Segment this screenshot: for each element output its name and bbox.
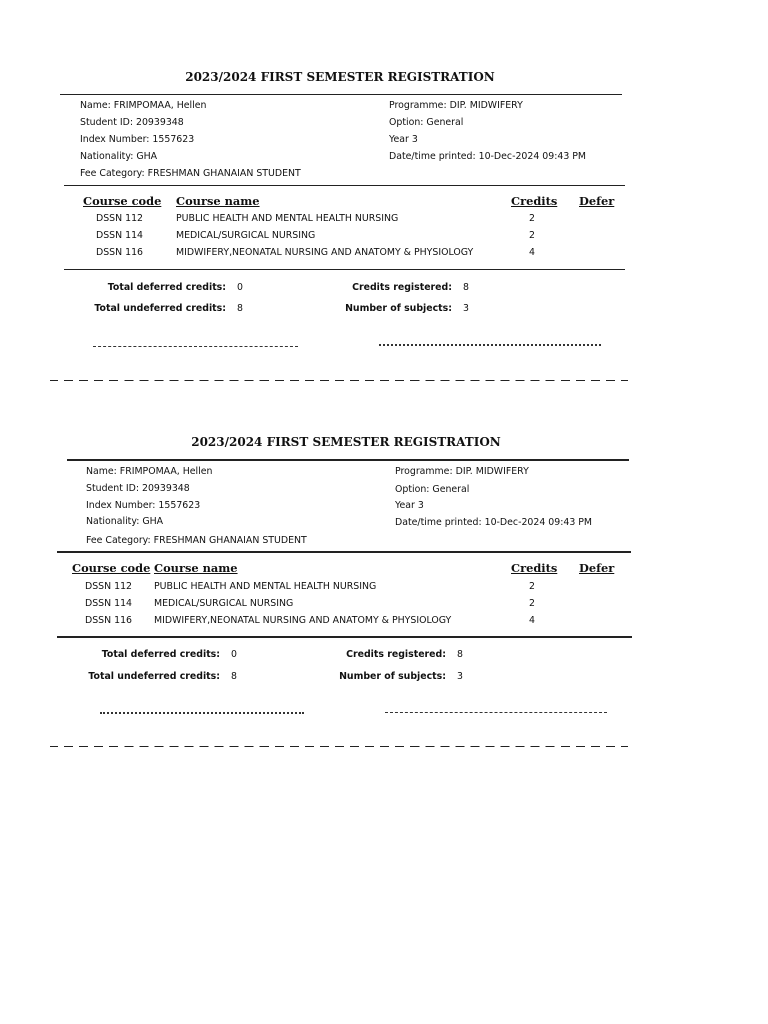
header-course-name: Course name xyxy=(176,194,260,208)
signature-line-right xyxy=(385,712,607,713)
signature-line-left xyxy=(93,346,298,347)
total-deferred-value: 0 xyxy=(237,282,243,293)
divider xyxy=(57,636,632,638)
course-code: DSSN 112 xyxy=(96,213,144,224)
slip-title: 2023/2024 FIRST SEMESTER REGISTRATION xyxy=(191,435,501,449)
course-name: PUBLIC HEALTH AND MENTAL HEALTH NURSING xyxy=(176,213,399,224)
number-of-subjects-label: Number of subjects: xyxy=(339,671,446,682)
divider xyxy=(60,94,622,95)
course-code: DSSN 116 xyxy=(85,615,133,626)
total-undeferred-value: 8 xyxy=(237,303,243,314)
course-code: DSSN 114 xyxy=(85,598,133,609)
course-credits: 2 xyxy=(529,581,535,592)
index-number: Index Number: 1557623 xyxy=(86,500,201,511)
course-name: MEDICAL/SURGICAL NURSING xyxy=(154,598,294,609)
index-number: Index Number: 1557623 xyxy=(80,134,195,145)
course-name: MIDWIFERY,NEONATAL NURSING AND ANATOMY & PHYSIOLOGY xyxy=(154,615,452,626)
date-printed: Date/time printed: 10-Dec-2024 09:43 PM xyxy=(389,151,587,162)
fee-category: Fee Category: FRESHMAN GHANAIAN STUDENT xyxy=(80,168,301,179)
slip-title: 2023/2024 FIRST SEMESTER REGISTRATION xyxy=(185,70,495,84)
number-of-subjects-value: 3 xyxy=(457,671,463,682)
total-undeferred-value: 8 xyxy=(231,671,237,682)
header-defer: Defer xyxy=(579,194,615,208)
cut-line xyxy=(50,746,628,747)
divider xyxy=(64,185,625,186)
student-name: Name: FRIMPOMAA, Hellen xyxy=(86,466,213,477)
year: Year 3 xyxy=(389,134,418,145)
option: Option: General xyxy=(389,117,464,128)
course-code: DSSN 116 xyxy=(96,247,144,258)
header-credits: Credits xyxy=(511,194,558,208)
signature-line-right xyxy=(379,344,601,346)
credits-registered-label: Credits registered: xyxy=(346,649,446,660)
divider xyxy=(67,459,629,461)
nationality: Nationality: GHA xyxy=(80,151,158,162)
total-undeferred-label: Total undeferred credits: xyxy=(94,303,226,314)
total-deferred-value: 0 xyxy=(231,649,237,660)
course-credits: 4 xyxy=(529,247,535,258)
number-of-subjects-label: Number of subjects: xyxy=(345,303,452,314)
course-name: MEDICAL/SURGICAL NURSING xyxy=(176,230,316,241)
header-course-code: Course code xyxy=(83,194,162,208)
nationality: Nationality: GHA xyxy=(86,516,164,527)
course-credits: 2 xyxy=(529,598,535,609)
programme: Programme: DIP. MIDWIFERY xyxy=(395,466,529,477)
header-defer: Defer xyxy=(579,561,615,575)
student-id: Student ID: 20939348 xyxy=(80,117,184,128)
course-name: PUBLIC HEALTH AND MENTAL HEALTH NURSING xyxy=(154,581,377,592)
course-code: DSSN 114 xyxy=(96,230,144,241)
header-course-code: Course code xyxy=(72,561,151,575)
total-deferred-label: Total deferred credits: xyxy=(107,282,226,293)
course-code: DSSN 112 xyxy=(85,581,133,592)
total-undeferred-label: Total undeferred credits: xyxy=(88,671,220,682)
header-course-name: Course name xyxy=(154,561,238,575)
total-deferred-label: Total deferred credits: xyxy=(101,649,220,660)
credits-registered-value: 8 xyxy=(463,282,469,293)
student-name: Name: FRIMPOMAA, Hellen xyxy=(80,100,207,111)
divider xyxy=(64,269,625,270)
date-printed: Date/time printed: 10-Dec-2024 09:43 PM xyxy=(395,517,593,528)
programme: Programme: DIP. MIDWIFERY xyxy=(389,100,523,111)
student-id: Student ID: 20939348 xyxy=(86,483,190,494)
course-name: MIDWIFERY,NEONATAL NURSING AND ANATOMY & PHYSIOLOGY xyxy=(176,247,474,258)
option: Option: General xyxy=(395,484,470,495)
course-credits: 2 xyxy=(529,213,535,224)
divider xyxy=(57,551,631,553)
signature-line-left xyxy=(100,712,304,714)
cut-line xyxy=(50,380,628,381)
course-credits: 2 xyxy=(529,230,535,241)
header-credits: Credits xyxy=(511,561,558,575)
course-credits: 4 xyxy=(529,615,535,626)
number-of-subjects-value: 3 xyxy=(463,303,469,314)
credits-registered-value: 8 xyxy=(457,649,463,660)
fee-category: Fee Category: FRESHMAN GHANAIAN STUDENT xyxy=(86,535,307,546)
credits-registered-label: Credits registered: xyxy=(352,282,452,293)
year: Year 3 xyxy=(395,500,424,511)
